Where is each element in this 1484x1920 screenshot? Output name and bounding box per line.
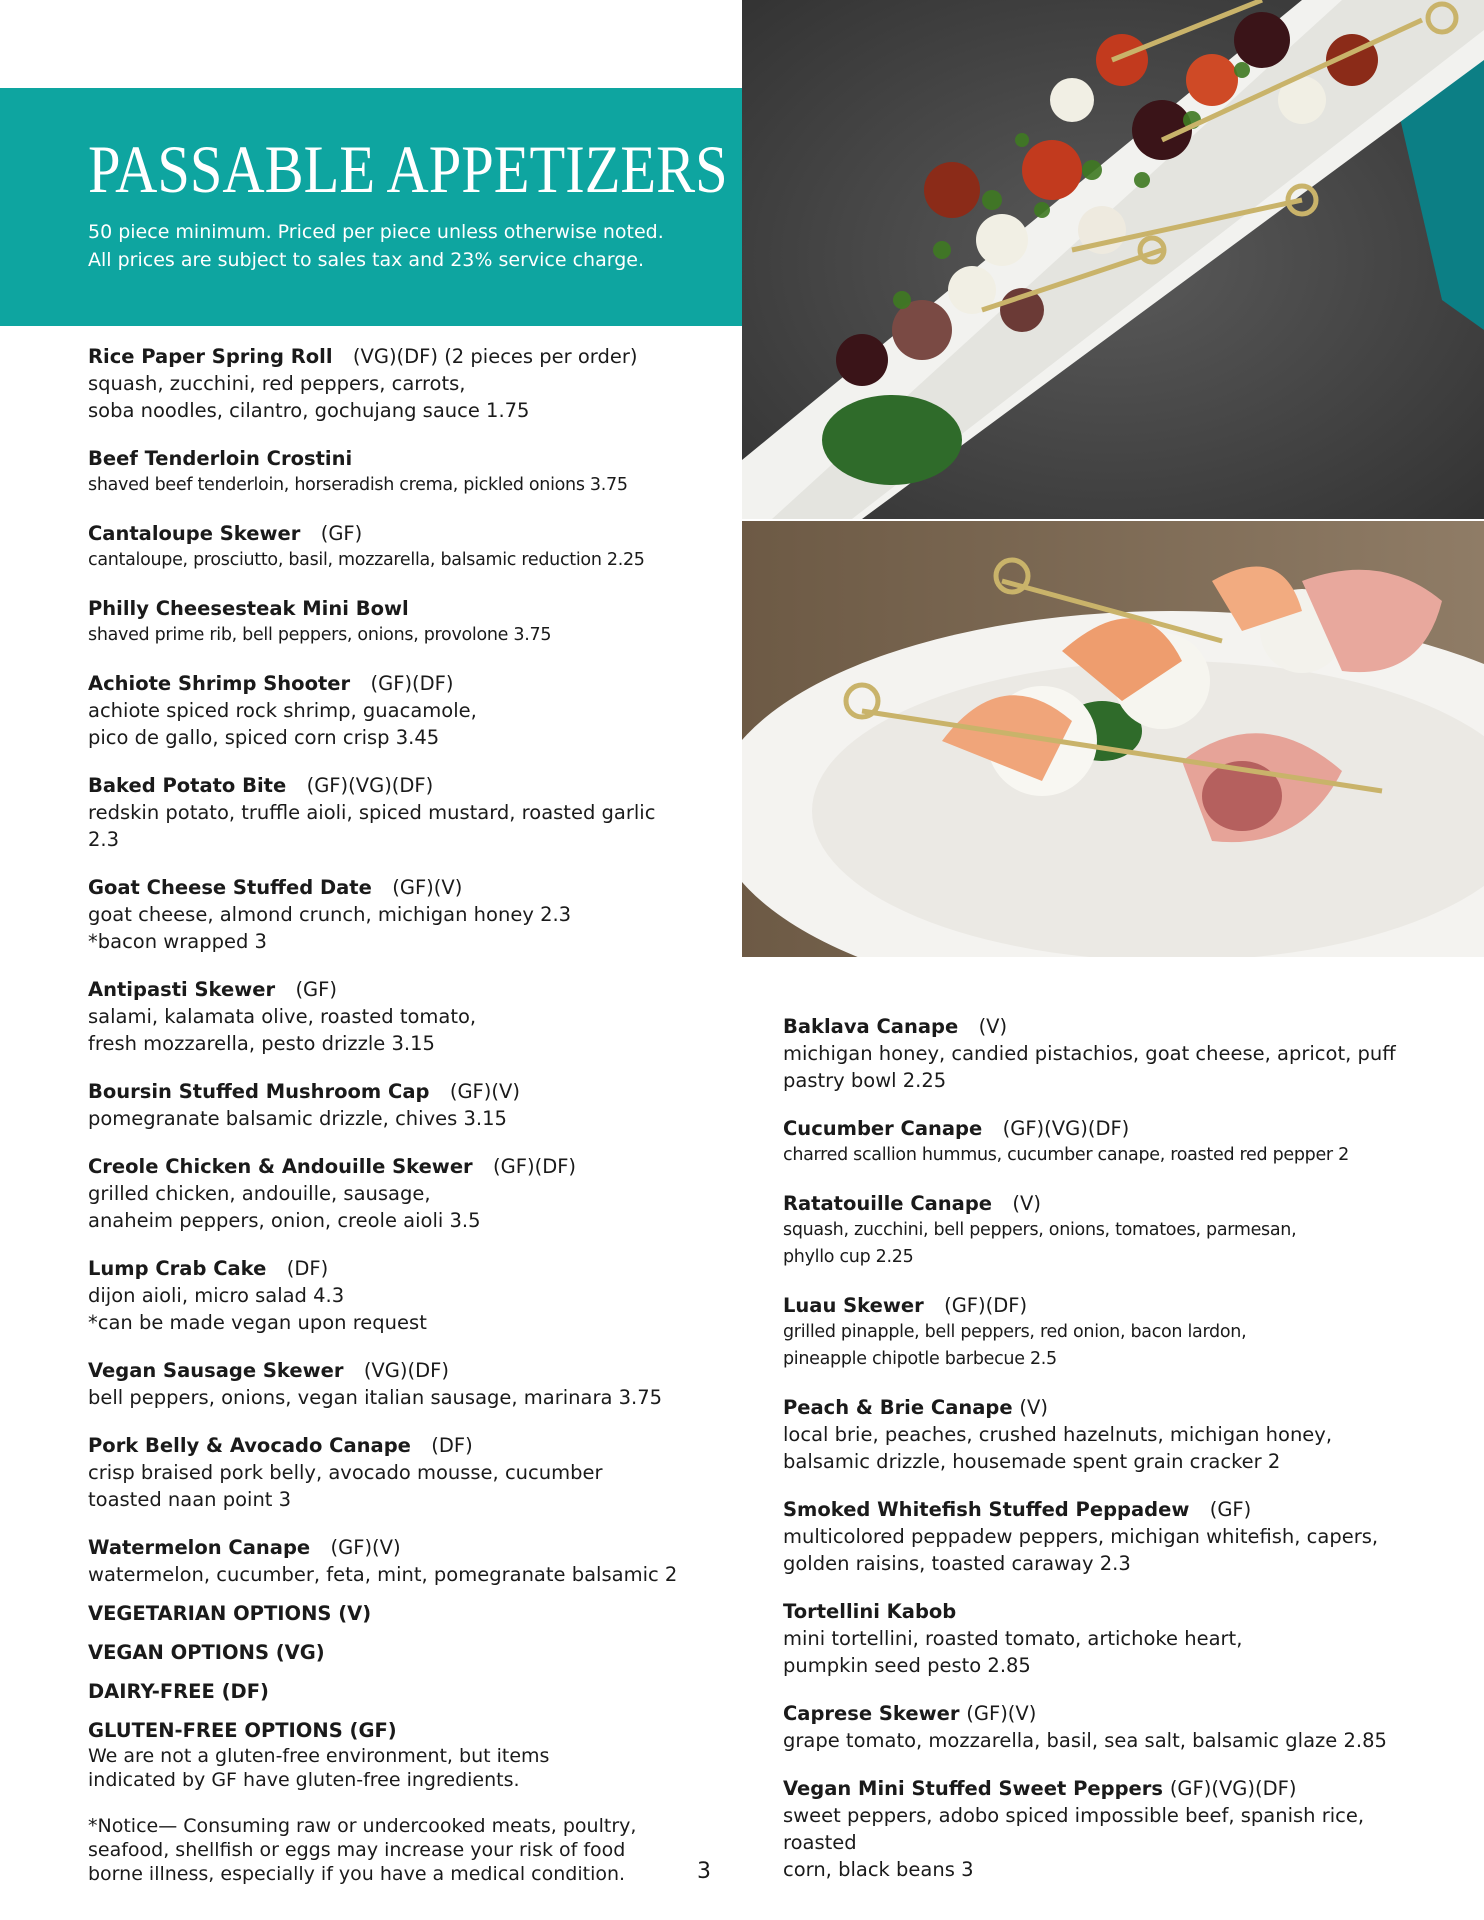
item-tags: (GF) xyxy=(320,522,363,545)
item-name: Philly Cheesesteak Mini Bowl xyxy=(88,597,409,620)
item-description: mini tortellini, roasted tomato, artichoke heart, pumpkin seed pesto 2.85 xyxy=(783,1627,1243,1677)
item-description: squash, zucchini, red peppers, carrots, soba noodles, cilantro, gochujang sauce 1.75 xyxy=(88,372,530,422)
cantaloupe-skewer-photo xyxy=(742,521,1484,957)
item-name-row xyxy=(783,1013,1443,1040)
menu-item xyxy=(88,1534,688,1588)
menu-item xyxy=(88,595,688,649)
antipasti-skewer-image xyxy=(742,0,1484,519)
item-description: pomegranate balsamic drizzle, chives 3.15 xyxy=(88,1107,507,1130)
item-description: dijon aioli, micro salad 4.3 *can be made vegan upon request xyxy=(88,1284,427,1334)
item-name: Beef Tenderloin Crostini xyxy=(88,447,353,470)
header-subtitle xyxy=(88,218,664,274)
gluten-free-note: We are not a gluten-free environment, but items indicated by GF have gluten-free ingredients. xyxy=(88,1745,550,1791)
left-menu-column xyxy=(88,343,688,1609)
right-menu-column xyxy=(783,1013,1443,1904)
item-tags: (V) xyxy=(1012,1192,1041,1215)
legend-dairy-free: DAIRY-FREE (DF) xyxy=(88,1680,269,1703)
item-name-row xyxy=(88,670,688,697)
menu-item xyxy=(88,1255,688,1336)
food-safety-notice: *Notice— Consuming raw or undercooked meats, poultry, seafood, shellfish or eggs may increase your risk of food borne illness, especially if you have a medical condition. xyxy=(88,1815,637,1885)
legend-vegetarian: VEGETARIAN OPTIONS (V) xyxy=(88,1602,372,1625)
item-name-row xyxy=(783,1700,1443,1727)
item-tags: (GF)(V) xyxy=(449,1080,520,1103)
item-name: Baked Potato Bite xyxy=(88,774,287,797)
item-tags: (VG)(DF) xyxy=(363,1359,449,1382)
item-tags: (V) xyxy=(1019,1396,1048,1419)
item-name: Caprese Skewer xyxy=(783,1702,960,1725)
item-name: Boursin Stuffed Mushroom Cap xyxy=(88,1080,430,1103)
item-tags: (DF) xyxy=(286,1257,329,1280)
cantaloupe-skewer-image xyxy=(742,521,1484,957)
item-name: Smoked Whitefish Stuffed Peppadew xyxy=(783,1498,1190,1521)
item-name: Tortellini Kabob xyxy=(783,1600,957,1623)
item-description: salami, kalamata olive, roasted tomato, fresh mozzarella, pesto drizzle 3.15 xyxy=(88,1005,477,1055)
menu-item xyxy=(88,772,688,853)
item-name: Pork Belly & Avocado Canape xyxy=(88,1434,411,1457)
item-name: Vegan Mini Stuffed Sweet Peppers xyxy=(783,1777,1164,1800)
item-description: shaved prime rib, bell peppers, onions, provolone 3.75 xyxy=(88,625,552,645)
item-description: local brie, peaches, crushed hazelnuts, michigan honey, balsamic drizzle, housemade spent grain cracker 2 xyxy=(783,1423,1333,1473)
item-name-row xyxy=(783,1190,1443,1217)
item-name-row xyxy=(783,1598,1443,1625)
item-name: Luau Skewer xyxy=(783,1294,924,1317)
item-name-row xyxy=(88,1534,688,1561)
item-name: Baklava Canape xyxy=(783,1015,959,1038)
legend-vegan: VEGAN OPTIONS (VG) xyxy=(88,1641,325,1664)
menu-item xyxy=(88,1078,688,1132)
item-name-row xyxy=(88,1255,688,1282)
item-description: goat cheese, almond crunch, michigan honey 2.3 *bacon wrapped 3 xyxy=(88,903,572,953)
menu-item xyxy=(783,1700,1443,1754)
menu-item xyxy=(783,1292,1443,1373)
item-tags: (GF)(VG)(DF) xyxy=(1169,1777,1297,1800)
item-description: cantaloupe, prosciutto, basil, mozzarella, balsamic reduction 2.25 xyxy=(88,550,645,570)
item-name-row xyxy=(783,1496,1443,1523)
subtitle-line: All prices are subject to sales tax and 23% service charge. xyxy=(88,249,644,271)
legend-gluten-free: GLUTEN-FREE OPTIONS (GF) xyxy=(88,1719,397,1742)
item-name-row xyxy=(783,1394,1443,1421)
menu-item xyxy=(783,1115,1443,1169)
item-tags: (VG)(DF) (2 pieces per order) xyxy=(352,345,638,368)
item-name: Cucumber Canape xyxy=(783,1117,983,1140)
menu-item xyxy=(783,1394,1443,1475)
item-name-row xyxy=(88,445,688,472)
page-title: PASSABLE APPETIZERS xyxy=(88,131,728,207)
item-description: redskin potato, truffle aioli, spiced mustard, roasted garlic 2.3 xyxy=(88,801,656,851)
item-name: Cantaloupe Skewer xyxy=(88,522,301,545)
item-name: Lump Crab Cake xyxy=(88,1257,267,1280)
page-number: 3 xyxy=(697,1859,711,1884)
item-name: Goat Cheese Stuffed Date xyxy=(88,876,372,899)
item-name-row xyxy=(88,772,688,799)
item-tags: (GF) xyxy=(295,978,337,1001)
item-name: Antipasti Skewer xyxy=(88,978,276,1001)
item-description: multicolored peppadew peppers, michigan whitefish, capers, golden raisins, toasted caraway 2.3 xyxy=(783,1525,1379,1575)
subtitle-line: 50 piece minimum. Priced per piece unless otherwise noted. xyxy=(88,221,664,243)
item-description: crisp braised pork belly, avocado mousse, cucumber toasted naan point 3 xyxy=(88,1461,603,1511)
menu-item xyxy=(88,520,688,574)
item-name: Vegan Sausage Skewer xyxy=(88,1359,344,1382)
menu-item xyxy=(88,976,688,1057)
antipasti-skewer-photo xyxy=(742,0,1484,519)
item-name-row xyxy=(88,1153,688,1180)
menu-item xyxy=(88,343,688,424)
menu-item xyxy=(88,1153,688,1234)
item-name-row xyxy=(88,520,688,547)
item-name-row xyxy=(88,343,688,370)
item-description: bell peppers, onions, vegan italian sausage, marinara 3.75 xyxy=(88,1386,663,1409)
item-tags: (DF) xyxy=(431,1434,473,1457)
menu-item xyxy=(783,1013,1443,1094)
item-name: Ratatouille Canape xyxy=(783,1192,993,1215)
item-name-row xyxy=(783,1775,1443,1802)
item-name-row xyxy=(783,1115,1443,1142)
item-description: charred scallion hummus, cucumber canape, roasted red pepper 2 xyxy=(783,1145,1349,1165)
menu-item xyxy=(783,1496,1443,1577)
item-description: grape tomato, mozzarella, basil, sea salt, balsamic glaze 2.85 xyxy=(783,1729,1387,1752)
item-tags: (GF)(VG)(DF) xyxy=(306,774,434,797)
item-name: Achiote Shrimp Shooter xyxy=(88,672,351,695)
menu-item xyxy=(783,1775,1443,1883)
item-description: watermelon, cucumber, feta, mint, pomegranate balsamic 2 xyxy=(88,1563,678,1586)
item-name-row xyxy=(88,1078,688,1105)
item-name: Peach & Brie Canape xyxy=(783,1396,1013,1419)
item-name-row xyxy=(783,1292,1443,1319)
item-tags: (V) xyxy=(978,1015,1008,1038)
item-tags: (GF)(V) xyxy=(330,1536,401,1559)
menu-item xyxy=(88,445,688,499)
item-name: Rice Paper Spring Roll xyxy=(88,345,333,368)
item-name-row xyxy=(88,976,688,1003)
item-name-row xyxy=(88,595,688,622)
menu-item xyxy=(88,1432,688,1513)
dietary-legend xyxy=(88,1600,688,1908)
item-description: achiote spiced rock shrimp, guacamole, pico de gallo, spiced corn crisp 3.45 xyxy=(88,699,477,749)
menu-item xyxy=(88,874,688,955)
item-description: sweet peppers, adobo spiced impossible beef, spanish rice, roasted corn, black beans 3 xyxy=(783,1804,1365,1881)
item-tags: (GF)(V) xyxy=(392,876,463,899)
item-tags: (GF)(DF) xyxy=(370,672,454,695)
item-tags: (GF)(DF) xyxy=(493,1155,577,1178)
item-description: michigan honey, candied pistachios, goat cheese, apricot, puff pastry bowl 2.25 xyxy=(783,1042,1396,1092)
menu-item xyxy=(88,1357,688,1411)
item-name: Creole Chicken & Andouille Skewer xyxy=(88,1155,473,1178)
item-tags: (GF)(DF) xyxy=(944,1294,1028,1317)
item-description: grilled pinapple, bell peppers, red onion, bacon lardon, pineapple chipotle barbecue 2.5 xyxy=(783,1322,1247,1369)
item-description: grilled chicken, andouille, sausage, anaheim peppers, onion, creole aioli 3.5 xyxy=(88,1182,481,1232)
item-tags: (GF)(VG)(DF) xyxy=(1002,1117,1130,1140)
item-description: shaved beef tenderloin, horseradish crema, pickled onions 3.75 xyxy=(88,475,628,495)
item-name: Watermelon Canape xyxy=(88,1536,311,1559)
menu-item xyxy=(783,1190,1443,1271)
item-tags: (GF)(V) xyxy=(966,1702,1037,1725)
item-tags: (GF) xyxy=(1209,1498,1252,1521)
item-name-row xyxy=(88,874,688,901)
item-name-row xyxy=(88,1357,688,1384)
item-name-row xyxy=(88,1432,688,1459)
menu-item xyxy=(783,1598,1443,1679)
menu-item xyxy=(88,670,688,751)
item-description: squash, zucchini, bell peppers, onions, tomatoes, parmesan, phyllo cup 2.25 xyxy=(783,1220,1297,1267)
